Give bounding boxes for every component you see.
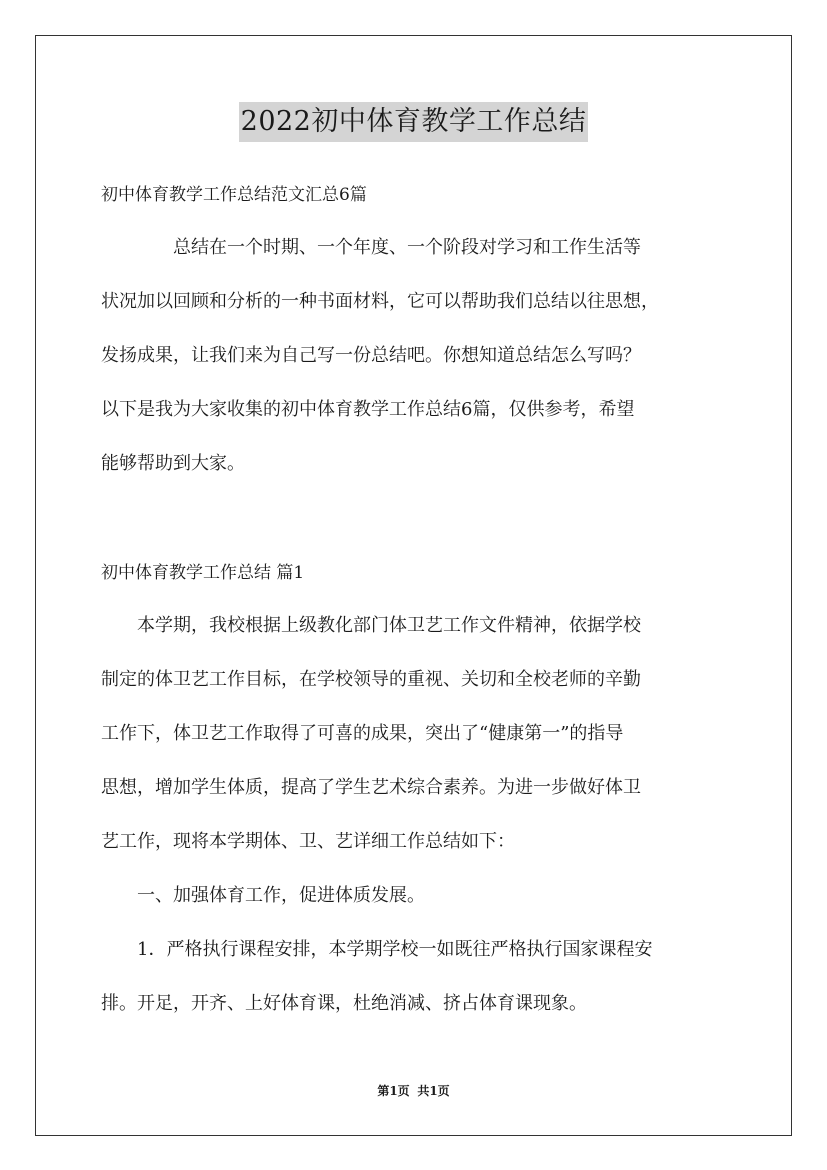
body-line-3: 工作下，体卫艺工作取得了可喜的成果，突出了“健康第一”的指导 bbox=[101, 723, 624, 744]
page-total: 共1页 bbox=[417, 1084, 450, 1098]
intro-line-3: 发扬成果，让我们来为自己写一份总结吧。你想知道总结怎么写吗？ bbox=[101, 345, 641, 366]
intro-line-2: 状况加以回顾和分析的一种书面材料，它可以帮助我们总结以往思想， bbox=[101, 291, 659, 312]
body-line-2: 制定的体卫艺工作目标，在学校领导的重视、关切和全校老师的辛勤 bbox=[101, 669, 641, 690]
document-subtitle: 初中体育教学工作总结范文汇总6篇 bbox=[101, 185, 367, 205]
intro-line-1: 总结在一个时期、一个年度、一个阶段对学习和工作生活等 bbox=[101, 237, 641, 258]
intro-line-5: 能够帮助到大家。 bbox=[101, 453, 245, 474]
page-footer bbox=[0, 1083, 827, 1099]
body-line-1: 本学期，我校根据上级教化部门体卫艺工作文件精神，依据学校 bbox=[101, 615, 641, 636]
body-line-6: 一、加强体育工作，促进体质发展。 bbox=[101, 885, 425, 906]
intro-line-4: 以下是我为大家收集的初中体育教学工作总结6篇，仅供参考，希望 bbox=[101, 399, 635, 420]
body-line-8: 排。开足，开齐、上好体育课，杜绝消减、挤占体育课现象。 bbox=[101, 993, 587, 1014]
title-container bbox=[0, 102, 827, 142]
page-number: 第1页 bbox=[377, 1084, 410, 1098]
body-line-7: 1．严格执行课程安排，本学期学校一如既往严格执行国家课程安 bbox=[101, 939, 653, 960]
document-title: 2022初中体育教学工作总结 bbox=[239, 102, 589, 142]
body-line-5: 艺工作，现将本学期体、卫、艺详细工作总结如下： bbox=[101, 831, 515, 852]
section-heading: 初中体育教学工作总结 篇1 bbox=[101, 563, 305, 583]
body-line-4: 思想，增加学生体质，提高了学生艺术综合素养。为进一步做好体卫 bbox=[101, 777, 641, 798]
